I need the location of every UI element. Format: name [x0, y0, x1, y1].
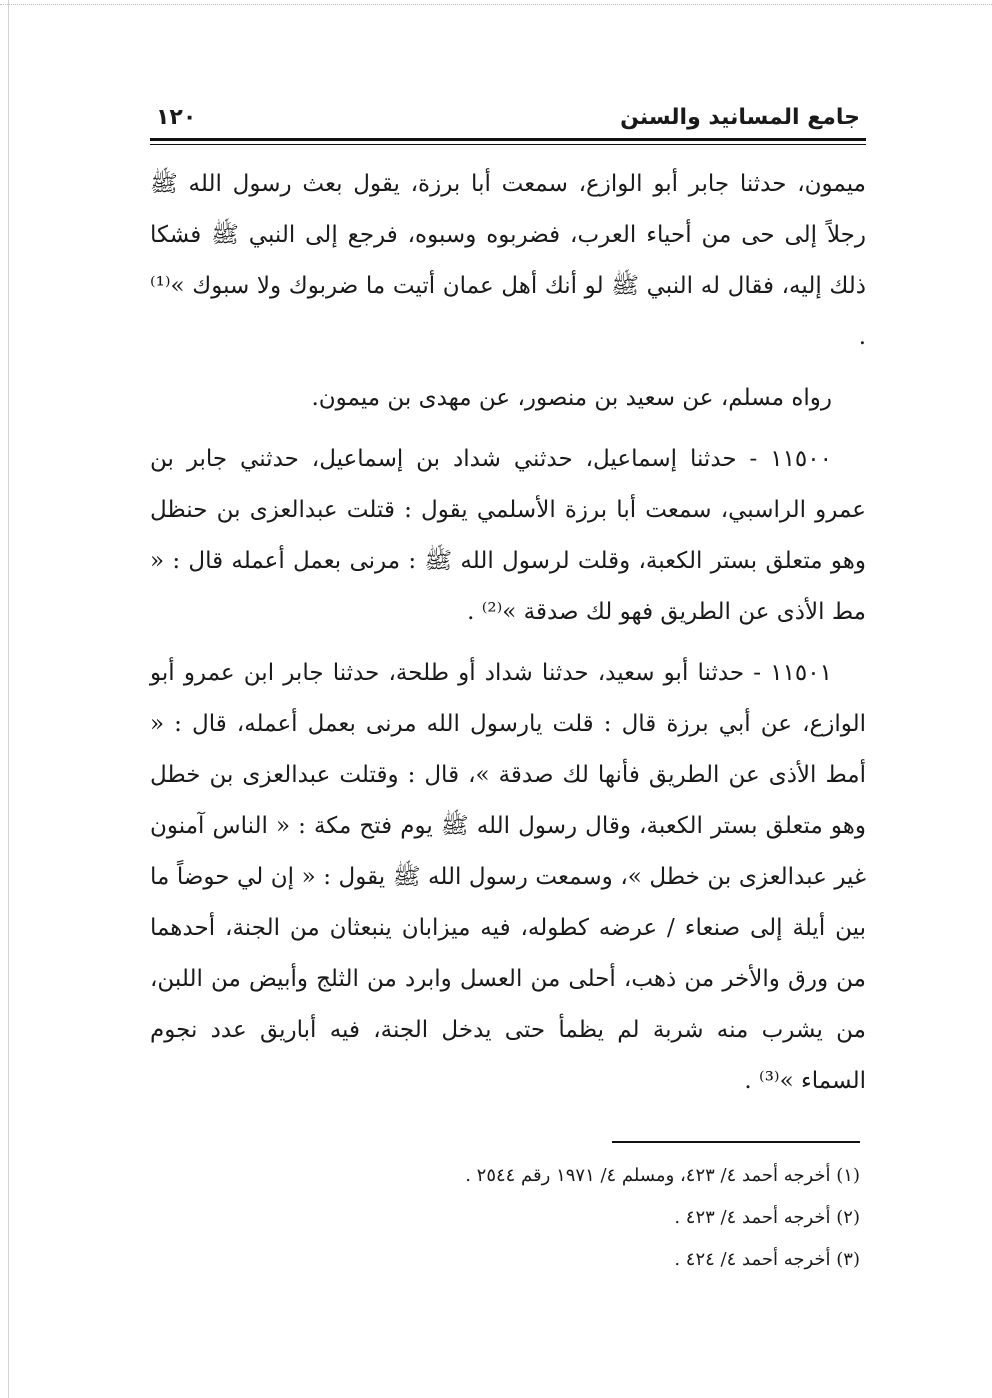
header-rule-thin: [150, 144, 866, 145]
body-text: [150, 159, 866, 1107]
footnote-separator: [612, 1141, 860, 1143]
footnote-3: (٣) أخرجه أحمد ٤/ ٤٢٤ .: [674, 1249, 860, 1270]
book-page: [150, 80, 866, 1281]
footnote-2: (٢) أخرجه أحمد ٤/ ٤٢٣ .: [674, 1207, 860, 1228]
footnote-1: (١) أخرجه أحمد ٤/ ٤٢٣، ومسلم ٤/ ١٩٧١ رقم ٢٥٤٤ .: [465, 1165, 860, 1186]
footnotes: [150, 1155, 860, 1281]
running-title: جامع المسانيد والسنن: [620, 105, 860, 130]
page-header: [150, 80, 866, 130]
hadith-11500: ١١٥٠٠ - حدثنا إسماعيل، حدثني شداد بن إسماعيل، حدثني جابر بن عمرو الراسبي، سمعت أبا برزة الأسلمي يقول : قتلت عبدالعزى بن حنظل وهو متعلق بستر الكعبة، وقلت لرسول الله ﷺ : مرنى بعمل أعمله قال : « مط الأذى عن الطريق فهو لك صدقة »⁽²⁾ .: [150, 446, 866, 625]
scan-left-edge: [8, 0, 9, 1398]
scan-top-border: [0, 4, 992, 5]
page-number: ١٢٠: [156, 105, 197, 130]
narration-note: رواه مسلم، عن سعيد بن منصور، عن مهدى بن ميمون.: [311, 385, 832, 411]
hadith-continuation: ميمون، حدثنا جابر أبو الوازع، سمعت أبا برزة، يقول بعث رسول الله ﷺ رجلاً إلى حى من أحياء العرب، فضربوه وسبوه، فرجع إلى النبي ﷺ فشكا ذلك إليه، فقال له النبي ﷺ لو أنك أهل عمان أتيت ما ضربوك ولا سبوك »⁽¹⁾ .: [150, 171, 866, 350]
hadith-11501: ١١٥٠١ - حدثنا أبو سعيد، حدثنا شداد أو طلحة، حدثنا جابر ابن عمرو أبو الوازع، عن أبي برزة قال : قلت يارسول الله مرنى بعمل أعمله، قال : « أمط الأذى عن الطريق فأنها لك صدقة »، قال : وقتلت عبدالعزى بن خطل وهو متعلق بستر الكعبة، وقال رسول الله ﷺ يوم فتح مكة : « الناس آمنون غير عبدالعزى بن خطل »، وسمعت رسول الله ﷺ يقول : « إن لي حوضاً ما بين أيلة إلى صنعاء / عرضه كطوله، فيه ميزابان ينبعثان من الجنة، أحدهما من ورق والأخر من ذهب، أحلى من العسل وابرد من الثلج وأبيض من اللبن، من يشرب منه شربة لم يظمأ حتى يدخل الجنة، فيه أباريق عدد نجوم السماء »⁽³⁾ .: [150, 660, 866, 1094]
header-rule-thick: [150, 138, 866, 141]
